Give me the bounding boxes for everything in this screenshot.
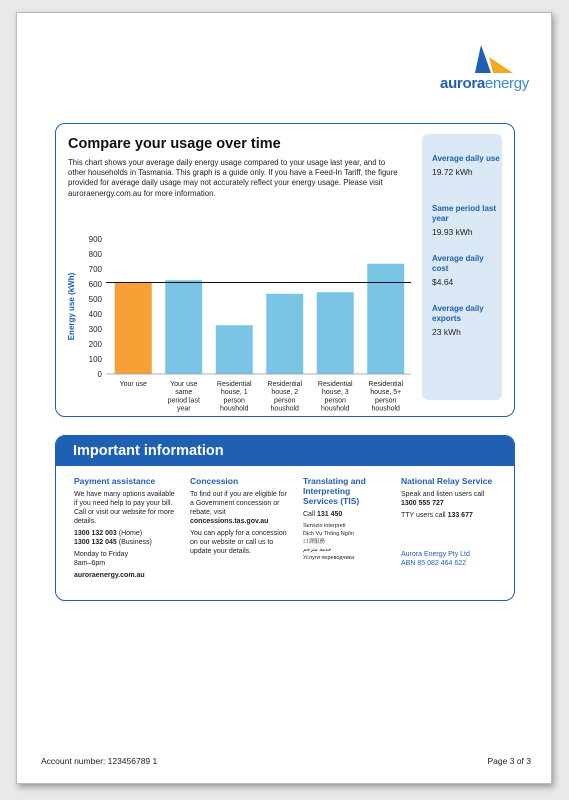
x-category-label: Residential xyxy=(317,381,353,388)
stat-same-period-last-year: Same period last year 19.93 kWh xyxy=(432,204,497,237)
logo-wordmark: auroraenergy xyxy=(440,75,529,92)
bar xyxy=(165,280,202,374)
x-category-label: Your use xyxy=(170,381,198,388)
x-category-label: house, 5+ xyxy=(370,389,402,397)
y-tick-label: 900 xyxy=(88,235,102,244)
bar xyxy=(367,264,404,374)
info-title: Important information xyxy=(73,443,224,459)
y-tick-label: 700 xyxy=(88,265,102,274)
payment-assistance-column: Payment assistance We have many options available if you need help to pay your bill. Call or visit our website for more details. 1300 132 003 (Home) 1300 132 045 (Business) Monday to Friday 8am–6pm auroraenergy.com.au xyxy=(74,476,175,579)
x-category-label: period last xyxy=(167,397,200,405)
x-category-label: houshold xyxy=(321,405,350,413)
usage-bar-chart xyxy=(56,224,416,414)
stat-average-daily-cost: Average daily cost $4.64 xyxy=(432,254,484,287)
concessions-link[interactable]: concessions.tas.gov.au xyxy=(190,518,269,525)
y-tick-label: 0 xyxy=(97,370,102,379)
x-category-label: person xyxy=(223,397,245,405)
stat-average-daily-exports: Average daily exports 23 kWh xyxy=(432,304,484,337)
tis-column: Translating and Interpreting Services (TIS) Call 131 450 Servizio interpreti Dịch Vụ Thông Ngôn 口譯服務 خدمة مترجم Услуги переводчика xyxy=(303,476,366,561)
bar xyxy=(317,292,354,374)
x-category-label: person xyxy=(274,397,296,405)
y-tick-label: 500 xyxy=(88,295,102,304)
important-information-card xyxy=(55,435,515,601)
y-tick-label: 400 xyxy=(88,310,102,319)
x-category-label: houshold xyxy=(270,405,299,413)
usage-description: This chart shows your average daily energy usage compared to your usage last year, and to other households in Tasmania. This graph is a guide only. If you have a Feed-In Tariff, the figure provided for average daily usage may not accurately reflect your energy usage. Please visit auroraenergy.com.au for more information. xyxy=(68,158,398,198)
y-tick-label: 600 xyxy=(88,280,102,289)
x-category-label: same xyxy=(175,389,193,397)
x-category-label: house, 1 xyxy=(220,389,248,397)
relay-phone-link[interactable]: 1300 555 727 xyxy=(401,500,444,507)
page-number: Page 3 of 3 xyxy=(487,756,531,766)
info-header xyxy=(56,436,514,466)
y-tick-label: 200 xyxy=(88,340,102,349)
aurora-website-link[interactable]: auroraenergy.com.au xyxy=(74,572,145,579)
account-number: Account number: 123456789 1 xyxy=(41,756,158,766)
concession-column: Concession To find out if you are eligible for a Government concession or rebate, visit concessions.tas.gov.au You can apply for a concession on our website or call us to update your details. xyxy=(190,476,287,555)
x-category-label: houshold xyxy=(371,405,400,413)
stat-average-daily-use: Average daily use 19.72 kWh xyxy=(432,154,500,177)
bar xyxy=(216,325,253,374)
bar xyxy=(266,294,303,374)
x-category-label: person xyxy=(324,397,346,405)
x-category-label: Residential xyxy=(267,381,303,388)
business-phone-link[interactable]: 1300 132 045 xyxy=(74,539,117,546)
x-category-label: Your use xyxy=(119,381,147,388)
usage-title: Compare your usage over time xyxy=(68,136,281,152)
y-tick-label: 800 xyxy=(88,250,102,259)
x-category-label: Residential xyxy=(368,381,404,388)
national-relay-column: National Relay Service Speak and listen users call 1300 555 727 TTY users call 133 677 Aurora Energy Pty Ltd ABN 85 082 464 622 xyxy=(401,476,493,567)
bar xyxy=(115,283,152,375)
usage-stats-panel xyxy=(422,134,502,400)
usage-comparison-card xyxy=(55,123,515,417)
y-axis-label: Energy use (kWh) xyxy=(67,272,76,341)
y-tick-label: 100 xyxy=(88,355,102,364)
x-category-label: house, 2 xyxy=(271,389,299,397)
y-tick-label: 300 xyxy=(88,325,102,334)
aurora-energy-logo xyxy=(419,43,529,103)
tis-phone-link[interactable]: 131 450 xyxy=(317,511,343,518)
bill-page xyxy=(16,12,552,784)
x-category-label: person xyxy=(375,397,397,405)
x-category-label: Residential xyxy=(216,381,252,388)
home-phone-link[interactable]: 1300 132 003 xyxy=(74,530,117,537)
aurora-logo-icon xyxy=(419,43,529,77)
x-category-label: houshold xyxy=(220,405,249,413)
x-category-label: year xyxy=(176,405,191,413)
x-category-label: house, 3 xyxy=(321,389,349,397)
tty-phone-link[interactable]: 133 677 xyxy=(447,512,473,519)
